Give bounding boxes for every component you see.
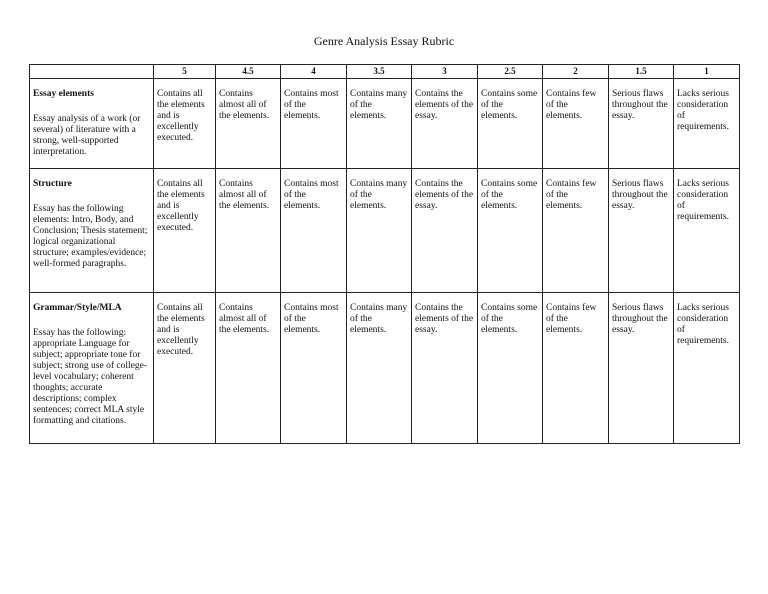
- header-score-3-5: 3.5: [347, 65, 412, 79]
- score-cell: Contains few of the elements.: [543, 79, 609, 169]
- header-criteria: [30, 65, 154, 79]
- score-cell: Serious flaws throughout the essay.: [609, 169, 674, 293]
- header-score-5: 5: [154, 65, 216, 79]
- score-cell: Lacks serious consideration of requirements.: [674, 79, 740, 169]
- score-cell: Contains few of the elements.: [543, 293, 609, 444]
- score-cell: Contains few of the elements.: [543, 169, 609, 293]
- header-score-4-5: 4.5: [216, 65, 281, 79]
- score-cell: Contains most of the elements.: [281, 293, 347, 444]
- table-row: [30, 293, 740, 444]
- score-cell: Serious flaws throughout the essay.: [609, 293, 674, 444]
- rubric-table: [29, 64, 740, 444]
- score-cell: Contains most of the elements.: [281, 79, 347, 169]
- score-cell: Lacks serious consideration of requirements.: [674, 169, 740, 293]
- criterion-description: Essay analysis of a work (or several) of literature with a strong, well-supported interpretation.: [33, 114, 141, 157]
- criterion-name: Structure: [33, 179, 72, 189]
- criterion-description: Essay has the following: appropriate Language for subject; appropriate tone for subject; strong use of college-level vocabulary; coherent thoughts; accurate descriptions; complex sentences; correct MLA style formatting and citations.: [33, 328, 147, 426]
- score-cell: Lacks serious consideration of requirements.: [674, 293, 740, 444]
- criterion-cell: [30, 169, 154, 293]
- score-cell: Contains almost all of the elements.: [216, 169, 281, 293]
- score-cell: Contains the elements of the essay.: [412, 293, 478, 444]
- score-cell: Contains many of the elements.: [347, 293, 412, 444]
- criterion-description: Essay has the following elements: Intro, Body, and Conclusion; Thesis statement; logical organizational structure; examples/evidence; well-formed paragraphs.: [33, 204, 148, 269]
- score-cell: Contains all the elements and is excellently executed.: [154, 79, 216, 169]
- table-row: [30, 169, 740, 293]
- criterion-cell: [30, 79, 154, 169]
- criterion-name: Essay elements: [33, 89, 94, 99]
- score-cell: Contains the elements of the essay.: [412, 169, 478, 293]
- header-score-2-5: 2.5: [478, 65, 543, 79]
- score-cell: Contains all the elements and is excellently executed.: [154, 169, 216, 293]
- header-score-4: 4: [281, 65, 347, 79]
- header-score-1: 1: [674, 65, 740, 79]
- criterion-name: Grammar/Style/MLA: [33, 303, 122, 313]
- score-cell: Contains the elements of the essay.: [412, 79, 478, 169]
- score-cell: Contains many of the elements.: [347, 79, 412, 169]
- header-score-3: 3: [412, 65, 478, 79]
- header-score-1-5: 1.5: [609, 65, 674, 79]
- score-cell: Contains almost all of the elements.: [216, 293, 281, 444]
- score-cell: Contains some of the elements.: [478, 293, 543, 444]
- score-cell: Serious flaws throughout the essay.: [609, 79, 674, 169]
- score-cell: Contains most of the elements.: [281, 169, 347, 293]
- score-cell: Contains some of the elements.: [478, 169, 543, 293]
- criterion-cell: [30, 293, 154, 444]
- score-cell: Contains almost all of the elements.: [216, 79, 281, 169]
- page-title: Genre Analysis Essay Rubric: [313, 34, 455, 48]
- table-row: [30, 79, 740, 169]
- score-cell: Contains all the elements and is excellently executed.: [154, 293, 216, 444]
- header-score-2: 2: [543, 65, 609, 79]
- score-cell: Contains many of the elements.: [347, 169, 412, 293]
- score-cell: Contains some of the elements.: [478, 79, 543, 169]
- header-row: [30, 65, 740, 79]
